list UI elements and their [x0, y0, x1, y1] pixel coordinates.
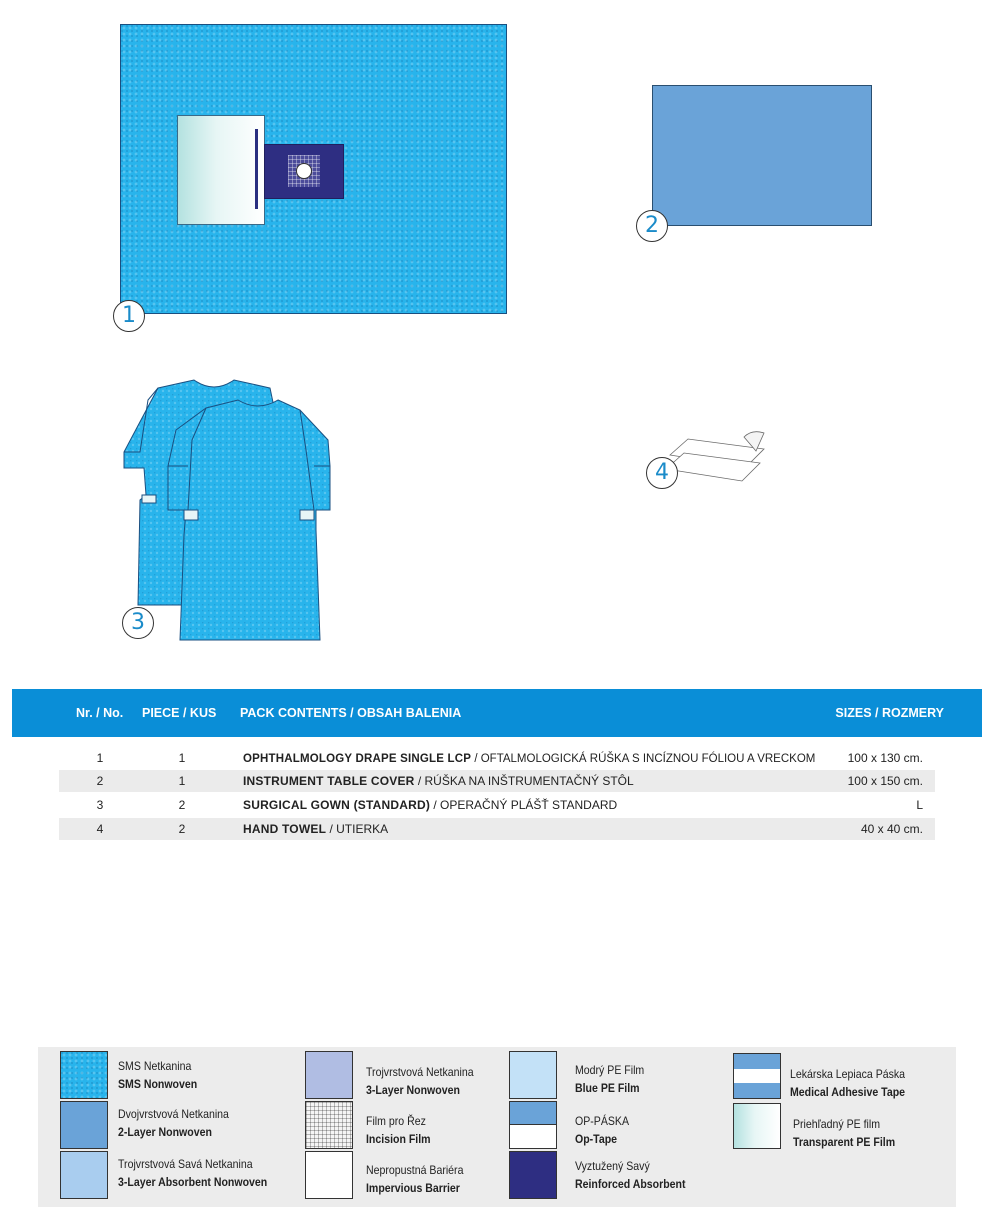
row-size: L [916, 798, 923, 812]
header-contents: PACK CONTENTS / OBSAH BALENIA [240, 706, 462, 720]
item-number-badge: 4 [646, 457, 678, 489]
row-name-sk: / OFTALMOLOGICKÁ RÚŠKA S INCÍZNOU FÓLIOU A VRECKOM [471, 753, 816, 765]
table-row [59, 770, 935, 792]
row-name-en: INSTRUMENT TABLE COVER [243, 774, 415, 788]
row-piece: 2 [178, 822, 186, 836]
item-number-badge: 2 [636, 210, 668, 242]
blue-pe-film-swatch [509, 1051, 557, 1099]
header-piece: PIECE / KUS [142, 706, 217, 720]
legend-label: Modrý PE Film Blue PE Film [575, 1063, 645, 1095]
row-nr: 1 [96, 751, 104, 765]
legend-label: Trojvrstvová Savá Netkanina 3-Layer Absorbent Nonwoven [118, 1157, 268, 1189]
two-layer-nonwoven-swatch [60, 1101, 108, 1149]
row-description [243, 798, 617, 812]
film-edge-strip [255, 129, 258, 209]
impervious-barrier-swatch [305, 1151, 353, 1199]
row-name-sk: / UTIERKA [326, 822, 389, 836]
gown-front [168, 400, 330, 640]
row-description [243, 751, 815, 765]
reinforced-absorbent-swatch [509, 1151, 557, 1199]
pack-contents-table-header [12, 689, 982, 737]
row-description [243, 822, 388, 836]
legend-label: Vyztužený Savý Reinforced Absorbent [575, 1159, 686, 1191]
header-sizes: SIZES / ROZMERY [835, 706, 944, 720]
fenestration-grid [288, 155, 320, 187]
fenestration-hole [296, 163, 312, 179]
row-nr: 4 [96, 822, 104, 836]
header-nr: Nr. / No. [76, 706, 124, 720]
row-piece: 1 [178, 751, 186, 765]
ophthalmology-drape-illustration [120, 24, 507, 314]
legend-label: Priehľadný PE film Transparent PE Film [793, 1117, 896, 1149]
legend-label: Trojvrstvová Netkanina 3-Layer Nonwoven [366, 1065, 474, 1097]
legend-label: OP-PÁSKA Op-Tape [575, 1114, 629, 1146]
incision-film-area [177, 115, 265, 225]
op-tape-swatch [509, 1101, 557, 1149]
row-piece: 1 [178, 774, 186, 788]
legend-label: Nepropustná Bariéra Impervious Barrier [366, 1163, 464, 1195]
legend-label: Lekárska Lepiaca Páska Medical Adhesive Tape [790, 1067, 906, 1099]
drape-pouch [264, 144, 344, 199]
transparent-pe-film-swatch [733, 1103, 781, 1149]
row-name-sk: / RÚŠKA NA INŠTRUMENTAČNÝ STÔL [414, 774, 634, 788]
row-name-en: HAND TOWEL [243, 822, 327, 836]
item-number-badge: 1 [113, 300, 145, 332]
table-row [59, 818, 935, 840]
surgical-gown-illustration [118, 370, 338, 642]
sms-nonwoven-swatch [60, 1051, 108, 1099]
three-layer-absorbent-swatch [60, 1151, 108, 1199]
row-size: 100 x 150 cm. [847, 774, 923, 788]
three-layer-nonwoven-swatch [305, 1051, 353, 1099]
instrument-table-cover-illustration [652, 85, 872, 226]
incision-film-swatch [305, 1101, 353, 1149]
table-row [59, 747, 935, 769]
row-nr: 2 [96, 774, 104, 788]
row-name-sk: / OPERAČNÝ PLÁŠŤ STANDARD [430, 798, 618, 812]
row-name-en: OPHTHALMOLOGY DRAPE SINGLE LCP [243, 753, 472, 765]
legend-label: Dvojvrstvová Netkanina 2-Layer Nonwoven [118, 1107, 229, 1139]
material-legend [38, 1047, 956, 1207]
row-size: 100 x 130 cm. [847, 751, 923, 765]
legend-label: SMS Netkanina SMS Nonwoven [118, 1059, 198, 1091]
row-nr: 3 [96, 798, 104, 812]
row-description [243, 774, 634, 788]
row-size: 40 x 40 cm. [860, 822, 923, 836]
table-row [59, 794, 935, 816]
medical-adhesive-tape-swatch [733, 1053, 781, 1099]
row-name-en: SURGICAL GOWN (STANDARD) [243, 798, 431, 812]
legend-label: Film pro Řez Incision Film [366, 1114, 431, 1146]
item-number-badge: 3 [122, 607, 154, 639]
row-piece: 2 [178, 798, 186, 812]
